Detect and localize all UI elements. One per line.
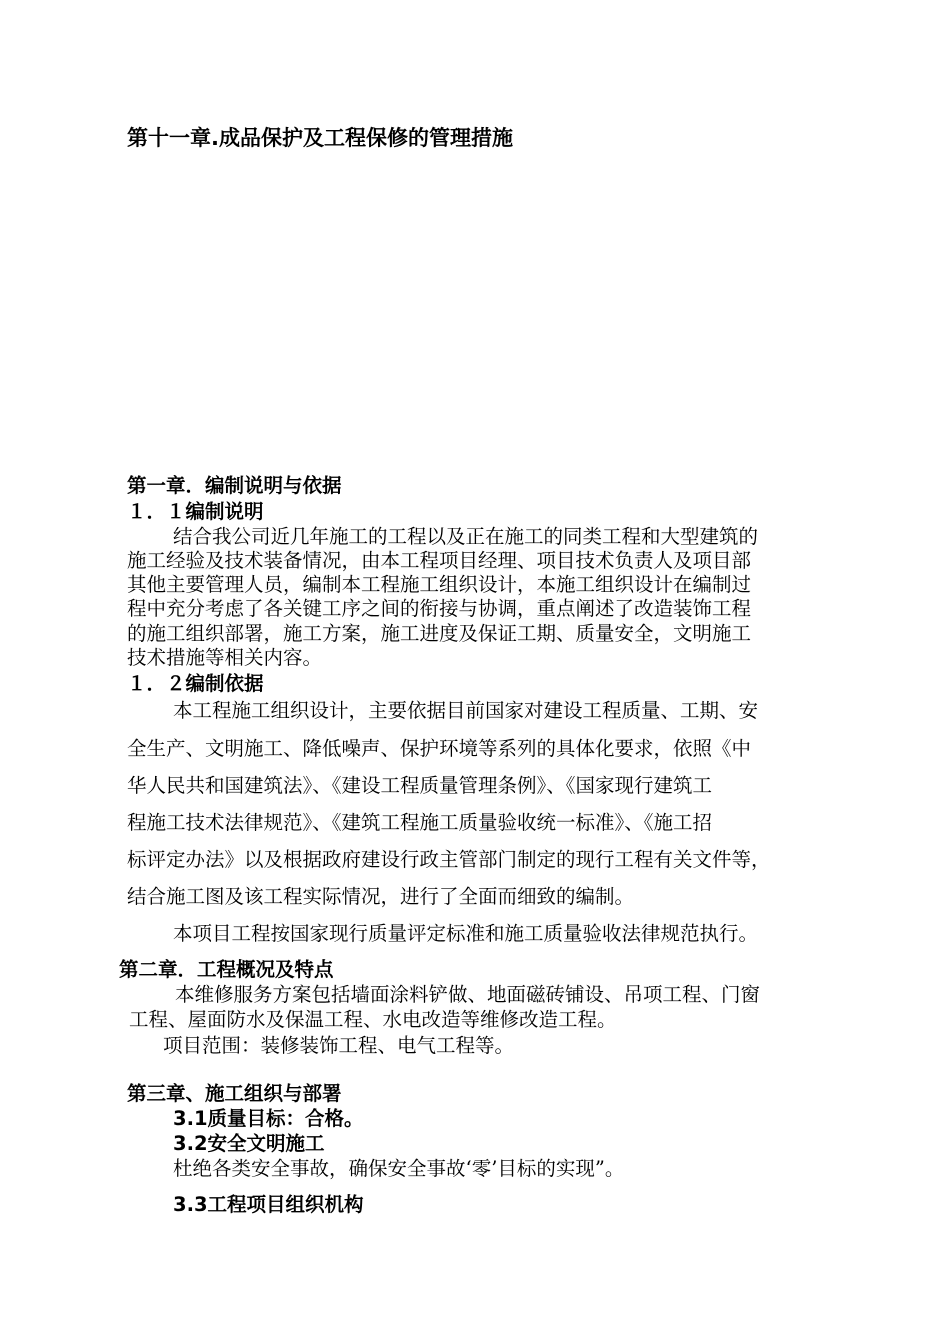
toc-heading: 第十一章.成品保护及工程保修的管理措施 [127, 126, 513, 150]
paragraph-line: 华人民共和国建筑法》、《建设工程质量管理条例》、《国家现行建筑工 [127, 774, 713, 797]
paragraph-line: 施工经验及技术装备情况，由本工程项目经理、项目技术负责人及项目部 [127, 549, 752, 572]
paragraph-line: 结合施工图及该工程实际情况，进行了全面而细致的编制。 [127, 885, 635, 908]
paragraph-line: 工程、屋面防水及保温工程、水电改造等维修改造工程。 [129, 1008, 617, 1031]
paragraph-line: 的施工组织部署，施工方案，施工进度及保证工期、质量安全，文明施工 [127, 622, 752, 645]
paragraph-line: 本维修服务方案包括墙面涂料铲做、地面磁砖铺设、吊项工程、门窗 [175, 983, 761, 1006]
paragraph-line: 本项目工程按国家现行质量评定标准和施工质量验收法律规范执行。 [173, 922, 759, 945]
paragraph-line: 程施工技术法律规范》、《建筑工程施工质量验收统一标准》、《施工招 [127, 811, 713, 834]
section-3-3-title: 3.3工程项目组织机构 [173, 1193, 364, 1216]
paragraph-line: 结合我公司近几年施工的工程以及正在施工的同类工程和大型建筑的 [173, 525, 759, 548]
section-1-1-title: １．１编制说明 [127, 500, 264, 523]
paragraph-line: 其他主要管理人员，编制本工程施工组织设计，本施工组织设计在编制过 [127, 573, 752, 596]
paragraph-line: 标评定办法》以及根据政府建设行政主管部门制定的现行工程有关文件等， [127, 848, 771, 871]
chapter-1-title: 第一章．编制说明与依据 [127, 474, 342, 497]
paragraph-line: 杜绝各类安全事故，确保安全事故‘零’目标的实现”。 [173, 1157, 625, 1180]
chapter-2-title: 第二章．工程概况及特点 [119, 958, 334, 981]
chapter-3-title: 第三章、施工组织与部署 [127, 1082, 342, 1105]
paragraph-line: 程中充分考虑了各关键工序之间的衔接与协调，重点阐述了改造装饰工程 [127, 597, 752, 620]
section-3-1-title: 3.1质量目标：合格。 [173, 1107, 364, 1130]
section-1-2-title: １．２编制依据 [127, 672, 264, 695]
paragraph-line: 技术措施等相关内容。 [127, 646, 323, 669]
section-3-2-title: 3.2安全文明施工 [173, 1132, 325, 1155]
paragraph-line: 项目范围：装修装饰工程、电气工程等。 [163, 1034, 515, 1057]
paragraph-line: 本工程施工组织设计，主要依据目前国家对建设工程质量、工期、安 [173, 699, 759, 722]
paragraph-line: 全生产、文明施工、降低噪声、保护环境等系列的具体化要求，依照《中 [127, 737, 752, 760]
